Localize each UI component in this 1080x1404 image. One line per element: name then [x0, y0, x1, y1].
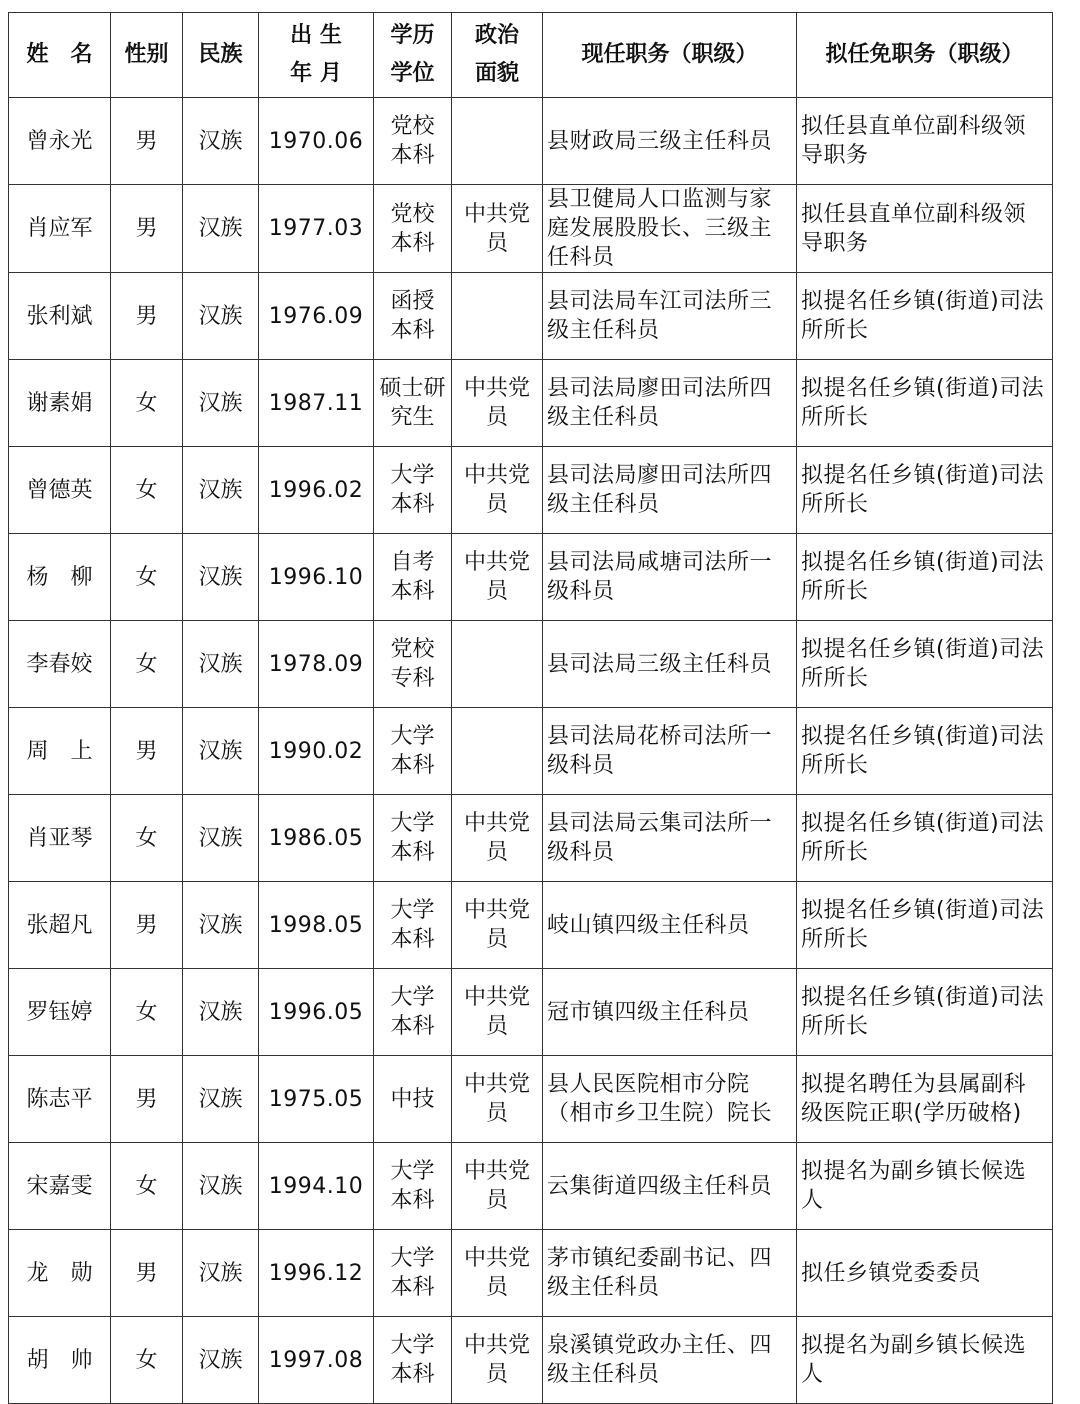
- cell-education-line2: 本科: [390, 579, 435, 604]
- cell-political-line1: 中共党: [463, 1246, 530, 1271]
- table-row: [9, 98, 1053, 185]
- cell-current-position: 县司法局车江司法所三级主任科员: [543, 273, 797, 360]
- cell-education-line1: 大学: [390, 1159, 435, 1184]
- cell-proposed-position: 拟提名任乡镇(街道)司法所所长: [797, 621, 1053, 708]
- cell-proposed-position: 拟提名任乡镇(街道)司法所所长: [797, 882, 1053, 969]
- cell-education: [374, 882, 452, 969]
- cell-ethnicity: 汉族: [183, 1143, 259, 1230]
- cell-political-line2: 员: [485, 840, 508, 865]
- cell-current-position: 县人民医院相市分院（相市乡卫生院）院长: [543, 1056, 797, 1143]
- cell-current-position: 县司法局三级主任科员: [543, 621, 797, 708]
- cell-sex: 女: [111, 447, 183, 534]
- cell-political: [452, 969, 543, 1056]
- cell-birth: 1977.03: [259, 185, 374, 273]
- cell-education: [374, 360, 452, 447]
- cell-proposed-position: 拟提名任乡镇(街道)司法所所长: [797, 708, 1053, 795]
- cell-birth: 1994.10: [259, 1143, 374, 1230]
- cell-birth: 1986.05: [259, 795, 374, 882]
- cell-education-line1: 大学: [390, 1246, 435, 1271]
- header-proposed-position: 拟任免职务（职级）: [797, 13, 1053, 98]
- cell-ethnicity: 汉族: [183, 447, 259, 534]
- cell-sex: 男: [111, 1230, 183, 1317]
- cell-name: 张利斌: [9, 273, 111, 360]
- cell-current-position: 县司法局云集司法所一级科员: [543, 795, 797, 882]
- cadre-appointment-table: [8, 12, 1053, 1404]
- cell-political: [452, 185, 543, 273]
- header-political-line1: 政治: [474, 23, 519, 48]
- table-body: [9, 98, 1053, 1404]
- header-education-line2: 学位: [390, 61, 435, 86]
- cell-proposed-position: 拟提名任乡镇(街道)司法所所长: [797, 360, 1053, 447]
- cell-name: 曾德英: [9, 447, 111, 534]
- table-row: [9, 360, 1053, 447]
- cell-proposed-position: 拟提名为副乡镇长候选人: [797, 1143, 1053, 1230]
- cell-name: 肖应军: [9, 185, 111, 273]
- cell-political-line2: 员: [485, 230, 508, 256]
- cell-education-line2: 专科: [390, 666, 435, 691]
- cell-education-line1: 大学: [390, 1333, 435, 1358]
- cell-current-position: 县卫健局人口监测与家庭发展股股长、三级主任科员: [543, 185, 797, 273]
- cell-name: 李春姣: [9, 621, 111, 708]
- cell-political-line1: 中共党: [463, 376, 530, 401]
- table-row: [9, 1143, 1053, 1230]
- cell-political: [452, 534, 543, 621]
- cell-birth: 1998.05: [259, 882, 374, 969]
- cell-political-line1: 中共党: [463, 1333, 530, 1358]
- cell-political-line2: 员: [485, 1014, 508, 1039]
- cell-political-line1: 中共党: [463, 985, 530, 1010]
- cell-education: [374, 1056, 452, 1143]
- cell-birth: 1975.05: [259, 1056, 374, 1143]
- cell-birth: 1996.10: [259, 534, 374, 621]
- cell-political: [452, 1317, 543, 1404]
- cell-political-line1: 中共党: [463, 1159, 530, 1184]
- cell-education-line2: 本科: [390, 1362, 435, 1387]
- cell-political-line2: 员: [485, 1362, 508, 1387]
- cell-political-line1: 中共党: [463, 201, 530, 227]
- cell-ethnicity: 汉族: [183, 1056, 259, 1143]
- table-row: [9, 795, 1053, 882]
- cell-education-line2: 本科: [390, 1188, 435, 1213]
- cell-political: [452, 795, 543, 882]
- cell-current-position: 县司法局廖田司法所四级主任科员: [543, 360, 797, 447]
- cell-education: [374, 273, 452, 360]
- cell-name: 曾永光: [9, 98, 111, 185]
- table-row: [9, 185, 1053, 273]
- cell-political-line1: 中共党: [463, 1072, 530, 1097]
- cell-current-position: 岐山镇四级主任科员: [543, 882, 797, 969]
- cell-education-line1: 党校: [390, 637, 435, 662]
- cell-name: 罗钰婷: [9, 969, 111, 1056]
- cell-birth: 1996.05: [259, 969, 374, 1056]
- cell-political-line1: 中共党: [463, 898, 530, 923]
- cell-proposed-position: 拟提名聘任为县属副科级医院正职(学历破格): [797, 1056, 1053, 1143]
- cell-education-line1: 自考: [390, 550, 435, 575]
- cell-education: [374, 1143, 452, 1230]
- cell-education-line2: 本科: [390, 753, 435, 778]
- cell-ethnicity: 汉族: [183, 969, 259, 1056]
- cell-political: [452, 1230, 543, 1317]
- cell-proposed-position: 拟提名为副乡镇长候选人: [797, 1317, 1053, 1404]
- cell-ethnicity: 汉族: [183, 795, 259, 882]
- header-current-position: 现任职务（职级）: [543, 13, 797, 98]
- cell-current-position: 县司法局花桥司法所一级科员: [543, 708, 797, 795]
- cell-political-line2: 员: [485, 1101, 508, 1126]
- cell-sex: 男: [111, 882, 183, 969]
- header-education: [374, 13, 452, 98]
- cell-education-line1: 函授: [390, 289, 435, 314]
- cell-proposed-position: 拟提名任乡镇(街道)司法所所长: [797, 447, 1053, 534]
- cell-sex: 男: [111, 98, 183, 185]
- cell-sex: 男: [111, 185, 183, 273]
- cell-education: [374, 969, 452, 1056]
- cell-proposed-position: 拟提名任乡镇(街道)司法所所长: [797, 969, 1053, 1056]
- cell-education-line2: 本科: [390, 927, 435, 952]
- cell-education-line1: 大学: [390, 811, 435, 836]
- cell-birth: 1997.08: [259, 1317, 374, 1404]
- cell-political-line1: 中共党: [463, 550, 530, 575]
- cell-political-line2: 员: [485, 927, 508, 952]
- table-row: [9, 273, 1053, 360]
- header-education-line1: 学历: [390, 23, 435, 48]
- cell-education-line2: 本科: [390, 1014, 435, 1039]
- header-political: [452, 13, 543, 98]
- cell-sex: 男: [111, 273, 183, 360]
- cell-sex: 女: [111, 534, 183, 621]
- cell-education-line1: 大学: [390, 724, 435, 749]
- cell-education: [374, 708, 452, 795]
- cell-education: [374, 447, 452, 534]
- cell-education-line2: 本科: [390, 318, 435, 343]
- cell-education-line1: 大学: [390, 898, 435, 923]
- cell-education-line2: 本科: [390, 230, 435, 256]
- header-sex: 性别: [111, 13, 183, 98]
- cell-birth: 1990.02: [259, 708, 374, 795]
- cell-sex: 男: [111, 1056, 183, 1143]
- cell-political: [452, 882, 543, 969]
- cell-political: [452, 708, 543, 795]
- table-row: [9, 1056, 1053, 1143]
- cell-ethnicity: 汉族: [183, 621, 259, 708]
- cell-birth: 1976.09: [259, 273, 374, 360]
- cell-sex: 女: [111, 360, 183, 447]
- table-header-row: [9, 13, 1053, 98]
- cell-birth: 1978.09: [259, 621, 374, 708]
- table-row: [9, 969, 1053, 1056]
- cell-proposed-position: 拟提名任乡镇(街道)司法所所长: [797, 273, 1053, 360]
- cell-education-line1: 党校: [390, 201, 435, 227]
- cell-political-line2: 员: [485, 492, 508, 517]
- cell-proposed-position: 拟任县直单位副科级领导职务: [797, 185, 1053, 273]
- cell-political: [452, 273, 543, 360]
- cell-sex: 女: [111, 795, 183, 882]
- cell-political-line2: 员: [485, 405, 508, 430]
- cell-current-position: 县财政局三级主任科员: [543, 98, 797, 185]
- cell-education: [374, 1317, 452, 1404]
- cell-name: 龙 勋: [9, 1230, 111, 1317]
- cell-name: 陈志平: [9, 1056, 111, 1143]
- cell-current-position: 县司法局咸塘司法所一级科员: [543, 534, 797, 621]
- cell-political-line1: 中共党: [463, 463, 530, 488]
- table-row: [9, 534, 1053, 621]
- cell-ethnicity: 汉族: [183, 708, 259, 795]
- cell-name: 肖亚琴: [9, 795, 111, 882]
- cell-current-position: 云集街道四级主任科员: [543, 1143, 797, 1230]
- cell-education: [374, 795, 452, 882]
- table-row: [9, 621, 1053, 708]
- cell-sex: 男: [111, 708, 183, 795]
- cell-education: [374, 621, 452, 708]
- cell-ethnicity: 汉族: [183, 98, 259, 185]
- cell-proposed-position: 拟任乡镇党委委员: [797, 1230, 1053, 1317]
- cell-education-line1: 大学: [390, 463, 435, 488]
- cell-education-line2: 本科: [390, 492, 435, 517]
- cell-political: [452, 447, 543, 534]
- cell-political-line1: 中共党: [463, 811, 530, 836]
- cell-education-line1: 大学: [390, 985, 435, 1010]
- cell-current-position: 泉溪镇党政办主任、四级主任科员: [543, 1317, 797, 1404]
- cell-political: [452, 98, 543, 185]
- cell-sex: 女: [111, 1317, 183, 1404]
- cell-ethnicity: 汉族: [183, 360, 259, 447]
- cell-name: 宋嘉雯: [9, 1143, 111, 1230]
- cell-education: [374, 185, 452, 273]
- cell-birth: 1987.11: [259, 360, 374, 447]
- cell-education-line1: 党校: [390, 114, 435, 139]
- table-row: [9, 708, 1053, 795]
- table-row: [9, 447, 1053, 534]
- cell-name: 周 上: [9, 708, 111, 795]
- table-row: [9, 1230, 1053, 1317]
- cell-ethnicity: 汉族: [183, 1230, 259, 1317]
- cell-ethnicity: 汉族: [183, 1317, 259, 1404]
- table-row: [9, 1317, 1053, 1404]
- cell-political-line2: 员: [485, 1275, 508, 1300]
- cell-name: 胡 帅: [9, 1317, 111, 1404]
- cell-name: 张超凡: [9, 882, 111, 969]
- cell-political: [452, 1143, 543, 1230]
- table-row: [9, 882, 1053, 969]
- cell-ethnicity: 汉族: [183, 882, 259, 969]
- cell-proposed-position: 拟任县直单位副科级领导职务: [797, 98, 1053, 185]
- cell-sex: 女: [111, 1143, 183, 1230]
- cell-birth: 1970.06: [259, 98, 374, 185]
- cell-political-line2: 员: [485, 579, 508, 604]
- cell-current-position: 冠市镇四级主任科员: [543, 969, 797, 1056]
- cell-current-position: 茅市镇纪委副书记、四级主任科员: [543, 1230, 797, 1317]
- header-birth-line1: 出 生: [290, 23, 342, 48]
- cell-education: [374, 1230, 452, 1317]
- cell-education-line1: 硕士研: [379, 376, 446, 401]
- cell-political: [452, 360, 543, 447]
- cell-ethnicity: 汉族: [183, 185, 259, 273]
- cell-sex: 女: [111, 969, 183, 1056]
- cell-birth: 1996.12: [259, 1230, 374, 1317]
- cell-education: [374, 534, 452, 621]
- cell-name: 谢素娟: [9, 360, 111, 447]
- cell-ethnicity: 汉族: [183, 534, 259, 621]
- header-birth: [259, 13, 374, 98]
- cell-proposed-position: 拟提名任乡镇(街道)司法所所长: [797, 795, 1053, 882]
- header-birth-line2: 年 月: [290, 61, 342, 86]
- header-ethnicity: 民族: [183, 13, 259, 98]
- cell-political: [452, 621, 543, 708]
- cell-education-line1: 中技: [390, 1086, 435, 1112]
- cell-political: [452, 1056, 543, 1143]
- cell-education: [374, 98, 452, 185]
- cell-education-line2: 本科: [390, 1275, 435, 1300]
- cell-birth: 1996.02: [259, 447, 374, 534]
- cell-proposed-position: 拟提名任乡镇(街道)司法所所长: [797, 534, 1053, 621]
- cell-ethnicity: 汉族: [183, 273, 259, 360]
- cell-name: 杨 柳: [9, 534, 111, 621]
- cell-education-line2: 本科: [390, 143, 435, 168]
- cell-education-line2: 究生: [390, 405, 435, 430]
- header-name: 姓 名: [9, 13, 111, 98]
- cell-current-position: 县司法局廖田司法所四级主任科员: [543, 447, 797, 534]
- cell-political-line2: 员: [485, 1188, 508, 1213]
- cell-sex: 女: [111, 621, 183, 708]
- header-political-line2: 面貌: [474, 61, 519, 86]
- cell-education-line2: 本科: [390, 840, 435, 865]
